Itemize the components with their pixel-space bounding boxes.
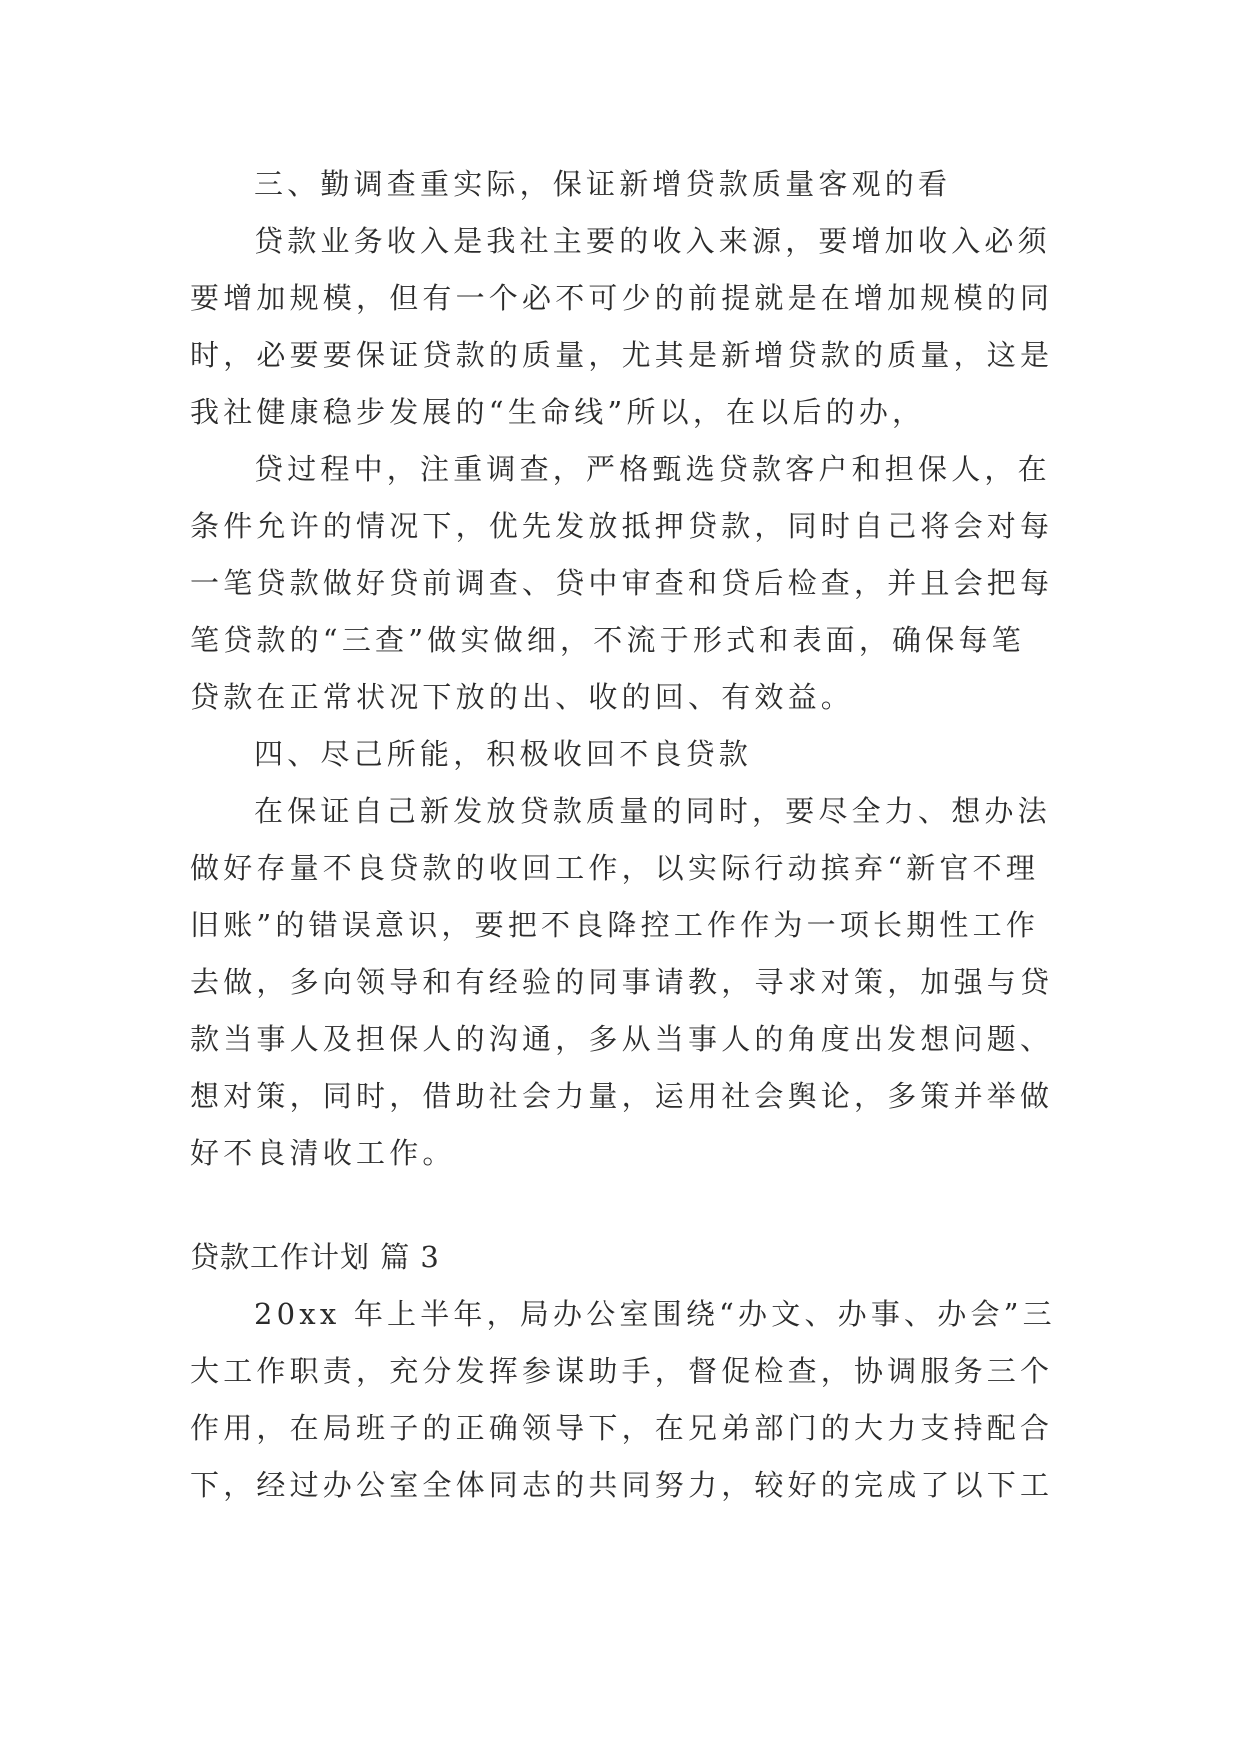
paragraph-line: 旧账”的错误意识，要把不良降控工作作为一项长期性工作 <box>190 908 1040 942</box>
paragraph-line: 时，必要要保证贷款的质量，尤其是新增贷款的质量，这是 <box>190 338 1054 372</box>
section-heading-three: 三、勤调查重实际，保证新增贷款质量客观的看 <box>254 167 952 201</box>
paragraph-line: 贷款业务收入是我社主要的收入来源，要增加收入必须 <box>254 224 1051 258</box>
paragraph-line: 我社健康稳步发展的“生命线”所以，在以后的办， <box>190 395 926 429</box>
section-title: 贷款工作计划 篇 3 <box>190 1240 440 1274</box>
section-heading-four: 四、尽己所能，积极收回不良贷款 <box>254 737 753 771</box>
paragraph-line: 20xx 年上半年，局办公室围绕“办文、办事、办会”三 <box>254 1297 1056 1331</box>
paragraph-line: 作用，在局班子的正确领导下，在兄弟部门的大力支持配合 <box>190 1411 1054 1445</box>
paragraph-line: 去做，多向领导和有经验的同事请教，寻求对策，加强与贷 <box>190 965 1054 999</box>
paragraph-line: 贷过程中，注重调查，严格甄选贷款客户和担保人，在 <box>254 452 1051 486</box>
paragraph-line: 在保证自己新发放贷款质量的同时，要尽全力、想办法 <box>254 794 1051 828</box>
paragraph-line: 下，经过办公室全体同志的共同努力，较好的完成了以下工 <box>190 1468 1054 1502</box>
paragraph-line: 款当事人及担保人的沟通，多从当事人的角度出发想问题、 <box>190 1022 1054 1056</box>
paragraph-line: 大工作职责，充分发挥参谋助手，督促检查，协调服务三个 <box>190 1354 1054 1388</box>
paragraph-line: 要增加规模，但有一个必不可少的前提就是在增加规模的同 <box>190 281 1054 315</box>
paragraph-line: 条件允许的情况下，优先发放抵押贷款，同时自己将会对每 <box>190 509 1054 543</box>
paragraph-line: 贷款在正常状况下放的出、收的回、有效益。 <box>190 680 855 714</box>
paragraph-line: 一笔贷款做好贷前调查、贷中审查和贷后检查，并且会把每 <box>190 566 1054 600</box>
paragraph-line: 想对策，同时，借助社会力量，运用社会舆论，多策并举做 <box>190 1079 1054 1113</box>
paragraph-line: 好不良清收工作。 <box>190 1136 456 1170</box>
paragraph-line: 笔贷款的“三查”做实做细，不流于形式和表面，确保每笔 <box>190 623 1025 657</box>
paragraph-line: 做好存量不良贷款的收回工作，以实际行动摈弃“新官不理 <box>190 851 1040 885</box>
